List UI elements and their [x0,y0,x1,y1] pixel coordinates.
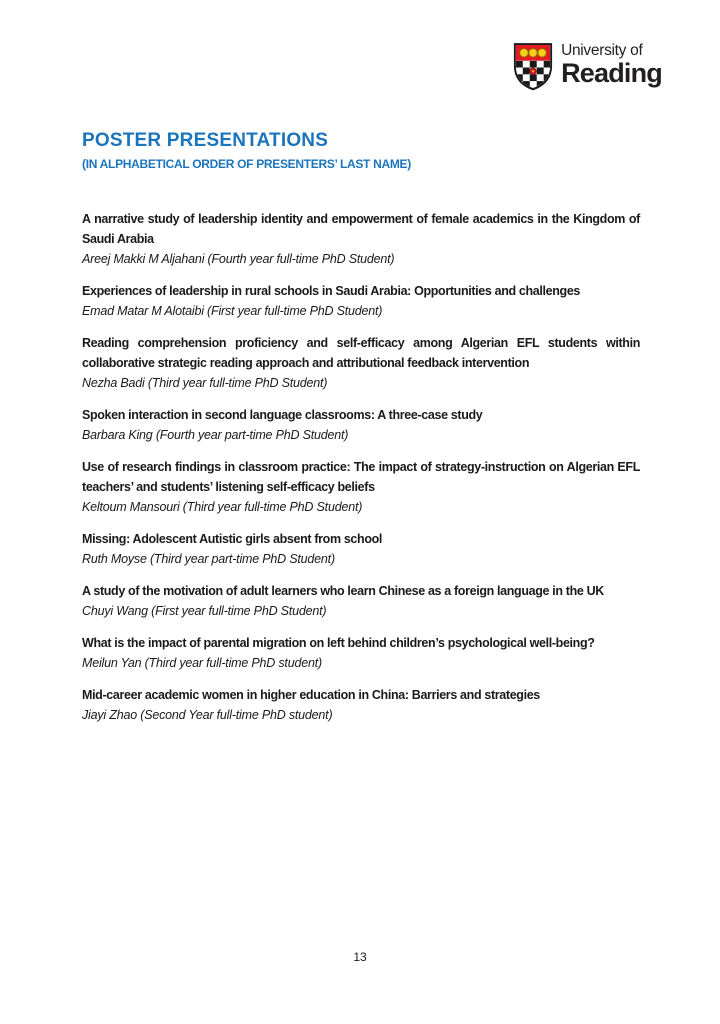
presenter-name: Meilun Yan (Third year full-time PhD student) [82,656,322,670]
presentation-title: Spoken interaction in second language classrooms: A three-case study [82,408,483,422]
presenter-name: Ruth Moyse (Third year part-time PhD Student) [82,552,335,566]
presentation-title: A study of the motivation of adult learners who learn Chinese as a foreign language in the UK [82,584,604,598]
presentation-entry [82,457,640,517]
presenter-name: Barbara King (Fourth year part-time PhD Student) [82,428,349,442]
presenter-name: Chuyi Wang (First year full-time PhD Student) [82,604,327,618]
presentation-entry [82,581,640,621]
presentation-entry [82,333,640,393]
document-content [82,130,640,737]
presentation-title: A narrative study of leadership identity and empowerment of female academics in the Kingdom of Saudi Arabia [82,212,640,246]
presenter-name: Emad Matar M Alotaibi (First year full-time PhD Student) [82,304,383,318]
reading-shield-icon [512,41,554,91]
page-subtitle: (IN ALPHABETICAL ORDER OF PRESENTERS’ LAST NAME) [82,157,411,171]
university-of-reading-logo [512,41,662,91]
presentation-title: What is the impact of parental migration on left behind children’s psychological well-being? [82,636,595,650]
presentation-title: Reading comprehension proficiency and self-efficacy among Algerian EFL students within collaborative strategic reading approach and attributional feedback intervention [82,336,640,370]
presenter-name: Keltoum Mansouri (Third year full-time PhD Student) [82,500,363,514]
presentation-entry [82,633,640,673]
presentation-title: Experiences of leadership in rural schools in Saudi Arabia: Opportunities and challenges [82,284,581,298]
presentation-title: Missing: Adolescent Autistic girls absent from school [82,532,383,546]
logo-org-line1: University of [561,42,643,59]
presentation-entry [82,281,640,321]
page-number: 13 [353,950,367,964]
logo-wordmark [561,41,662,87]
page-title: POSTER PRESENTATIONS [82,130,329,151]
presentation-entry [82,529,640,569]
presentation-entry [82,405,640,445]
presenter-name: Jiayi Zhao (Second Year full-time PhD student) [82,708,333,722]
presentation-title: Use of research findings in classroom practice: The impact of strategy-instruction on Algerian EFL teachers’ and students’ listening self-efficacy beliefs [82,460,640,494]
presentation-entry [82,685,640,725]
logo-org-line2: Reading [561,57,662,88]
presenter-name: Areej Makki M Aljahani (Fourth year full-time PhD Student) [82,252,395,266]
presenter-name: Nezha Badi (Third year full-time PhD Student) [82,376,328,390]
presentation-title: Mid-career academic women in higher education in China: Barriers and strategies [82,688,540,702]
presentation-entry [82,209,640,269]
